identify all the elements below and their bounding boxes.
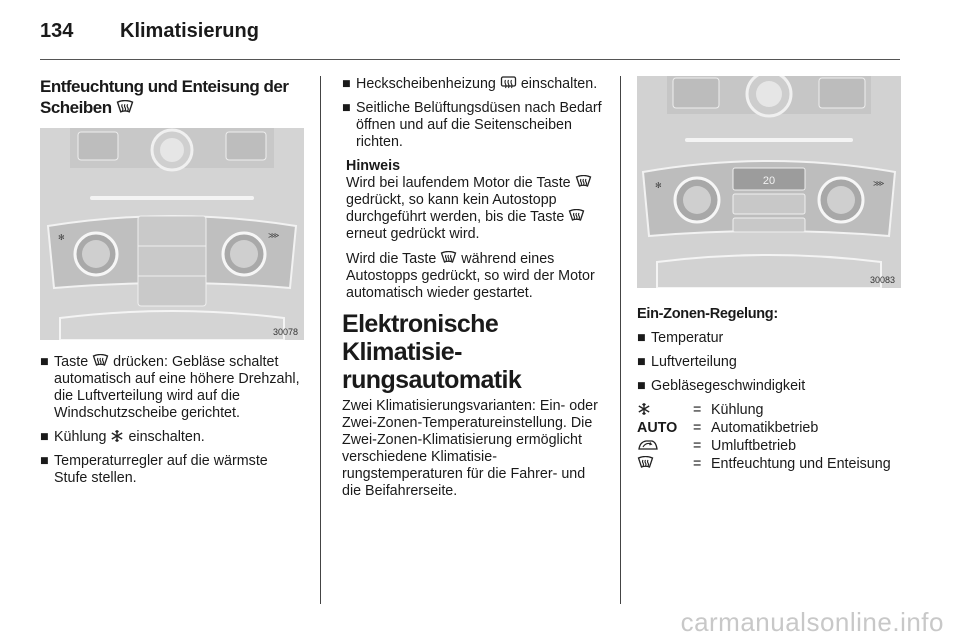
list-item: ■ Gebläsegeschwindigkeit	[637, 378, 806, 394]
page-header	[40, 18, 900, 58]
climate-panel-illustration	[637, 76, 901, 288]
note-box	[342, 158, 606, 302]
feature-list	[637, 330, 901, 395]
defrost-icon	[92, 354, 109, 368]
page-number: 134	[40, 20, 74, 42]
legend-row: = Entfeuchtung und Enteisung	[637, 456, 901, 473]
photo-code: 30078	[272, 327, 298, 337]
climate-panel-photo-1	[40, 128, 304, 340]
note-paragraph-2: Wird die Taste während eines Autostopps gedrückt, so wird der Motor automatisch wieder gestartet.	[346, 251, 595, 301]
snowflake-icon	[637, 402, 651, 416]
list-item: ■ Temperatur	[637, 330, 724, 346]
recirculation-icon	[637, 438, 659, 452]
list-item: ■ Kühlung einschalten.	[40, 429, 205, 445]
defrost-icon	[637, 456, 654, 470]
column-3	[637, 76, 901, 474]
instruction-list-1	[40, 354, 304, 487]
climate-panel-illustration	[40, 128, 304, 340]
section-title-defrost: Entfeuchtung und Enteisung der Scheiben	[40, 77, 289, 117]
defrost-icon	[568, 209, 585, 223]
column-divider-2	[620, 76, 621, 604]
watermark: carmanualsonline.info	[680, 607, 944, 637]
defrost-icon	[116, 100, 134, 115]
note-title: Hinweis	[346, 158, 401, 174]
column-1	[40, 76, 304, 494]
photo-code: 30083	[869, 275, 895, 285]
svg-text:✻: ✻	[58, 233, 65, 242]
svg-text:⋙: ⋙	[873, 179, 885, 188]
list-item: ■ Heckscheibenheizung einschalten.	[342, 76, 598, 92]
list-item: ■ Seitliche Belüftungsdüsen nach Bedarf öffnen und auf die Seitenscheiben richten.	[342, 100, 602, 150]
climate-panel-photo-2	[637, 76, 901, 288]
column-divider-1	[320, 76, 321, 604]
section-title-climate-control: Elektronische Klimatisierungsautomatik	[342, 310, 522, 394]
header-divider	[40, 59, 900, 60]
auto-symbol: AUTO	[637, 420, 678, 436]
instruction-list-2	[342, 76, 606, 151]
symbol-legend	[637, 402, 901, 473]
subsection-title: Ein-Zonen-Regelung:	[637, 306, 778, 322]
page-heading: Klimatisierung	[120, 20, 259, 42]
rear-window-heating-icon	[500, 76, 517, 90]
defrost-icon	[440, 251, 457, 265]
legend-row: = Kühlung	[637, 402, 901, 419]
legend-row: = Umluftbetrieb	[637, 438, 901, 455]
list-item: ■ Luftverteilung	[637, 354, 737, 370]
list-item: ■ Taste drücken: Gebläse schaltet automatisch auf eine höhere Drehzahl, die Luftverteilung wird auf die Windschutzscheibe gerichtet.	[40, 354, 300, 421]
body-paragraph: Zwei Klimatisierungsvarianten: Ein- oder Zwei-Zonen-Temperatureinstellung. Die Zwei-Zonen-Klimatisierung ermöglicht verschiedene Klimatisierungstemperaturen für die Fahrer- und die Beifahrerseite.	[342, 398, 598, 499]
list-item: ■ Temperaturregler auf die wärmste Stufe stellen.	[40, 453, 268, 486]
svg-text:✻: ✻	[655, 181, 662, 190]
defrost-icon	[575, 175, 592, 189]
column-2	[342, 76, 606, 508]
svg-text:⋙: ⋙	[268, 231, 280, 240]
note-paragraph-1: Wird bei laufendem Motor die Taste gedrückt, so kann kein Autostopp durchgeführt werden, bis die Taste erneut gedrückt wird.	[346, 175, 606, 243]
snowflake-icon	[110, 429, 124, 443]
display-temperature: 20	[762, 175, 776, 187]
legend-row: AUTO = Automatikbetrieb	[637, 420, 819, 436]
